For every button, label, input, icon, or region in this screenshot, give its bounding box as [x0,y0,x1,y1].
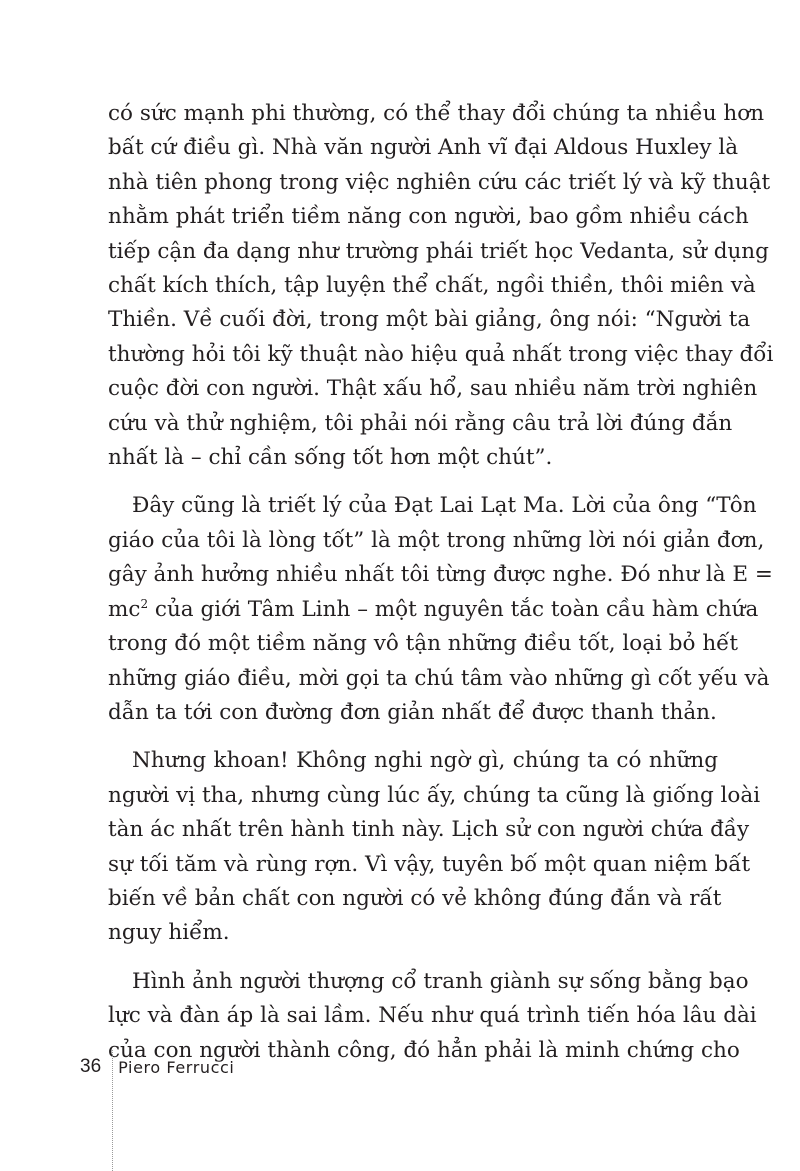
formula-exponent: 2 [140,596,149,611]
page-footer [80,1052,234,1082]
text-line: người vị tha, nhưng cùng lúc ấy, chúng ta cũng là giống loài [108,782,761,808]
text-line: lực và đàn áp là sai lầm. Nếu như quá trình tiến hóa lâu dài [108,1003,757,1029]
text-line: Đây cũng là triết lý của Đạt Lai Lạt Ma. Lời của ông “Tôn [132,493,757,519]
text-line: có sức mạnh phi thường, có thể thay đổi chúng ta nhiều hơn [108,101,765,126]
text-line: sự tối tăm và rùng rợn. Vì vậy, tuyên bố một quan niệm bất [108,851,751,877]
paragraph-1 [108,97,774,475]
text-line: cứu và thử nghiệm, tôi phải nói rằng câu trả lời đúng đắn [108,410,733,436]
text-line: cuộc đời con người. Thật xấu hổ, sau nhiều năm trời nghiên [108,376,758,402]
text-line: nhằm phát triển tiềm năng con người, bao gồm nhiều cách [108,204,749,230]
text-line: bất cứ điều gì. Nhà văn người Anh vĩ đại Aldous Huxley là [108,135,739,161]
page-number: 36 [80,1056,102,1077]
text-line: biến về bản chất con người có vẻ không đúng đắn và rất [108,885,722,911]
text-line: giáo của tôi là lòng tốt” là một trong những lời nói giản đơn, [108,527,765,553]
text-line: tiếp cận đa dạng như trường phái triết học Vedanta, sử dụng [108,238,769,264]
text-line: Hình ảnh người thượng cổ tranh giành sự sống bằng bạo [132,968,749,994]
text-line: những giáo điều, mời gọi ta chú tâm vào những gì cốt yếu và [108,665,770,691]
text-line: gây ảnh hưởng nhiều nhất tôi từng được nghe. Đó như là E = [108,562,773,588]
text-line: nhà tiên phong trong việc nghiên cứu các triết lý và kỹ thuật [108,169,771,195]
formula-continuation: của giới Tâm Linh – một nguyên tắc toàn cầu hàm chứa [148,596,759,622]
text-line: dẫn ta tới con đường đơn giản nhất để được thanh thản. [108,699,717,725]
paragraph-3 [108,744,761,950]
body-text [108,97,774,1082]
text-line: trong đó một tiềm năng vô tận những điều tốt, loại bỏ hết [108,631,739,657]
formula-mc: mc [108,596,141,622]
text-line: tàn ác nhất trên hành tinh này. Lịch sử con người chứa đầy [108,817,750,843]
paragraph-2 [108,489,773,730]
text-line: nguy hiểm. [108,920,230,946]
text-line: Nhưng khoan! Không nghi ngờ gì, chúng ta có những [132,748,718,774]
text-line: thường hỏi tôi kỹ thuật nào hiệu quả nhất trong việc thay đổi [108,341,774,367]
dotted-divider [112,1050,113,1171]
text-line: Thiền. Về cuối đời, trong một bài giảng, ông nói: “Người ta [108,307,751,333]
text-line-with-formula [108,593,759,627]
text-line: chất kích thích, tập luyện thể chất, ngồi thiền, thôi miên và [108,273,756,299]
running-footer-author: Piero Ferrucci [118,1057,235,1077]
text-line: nhất là – chỉ cần sống tốt hơn một chút”. [108,445,553,471]
text-line: của con người thành công, đó hẳn phải là minh chứng cho [108,1037,740,1063]
